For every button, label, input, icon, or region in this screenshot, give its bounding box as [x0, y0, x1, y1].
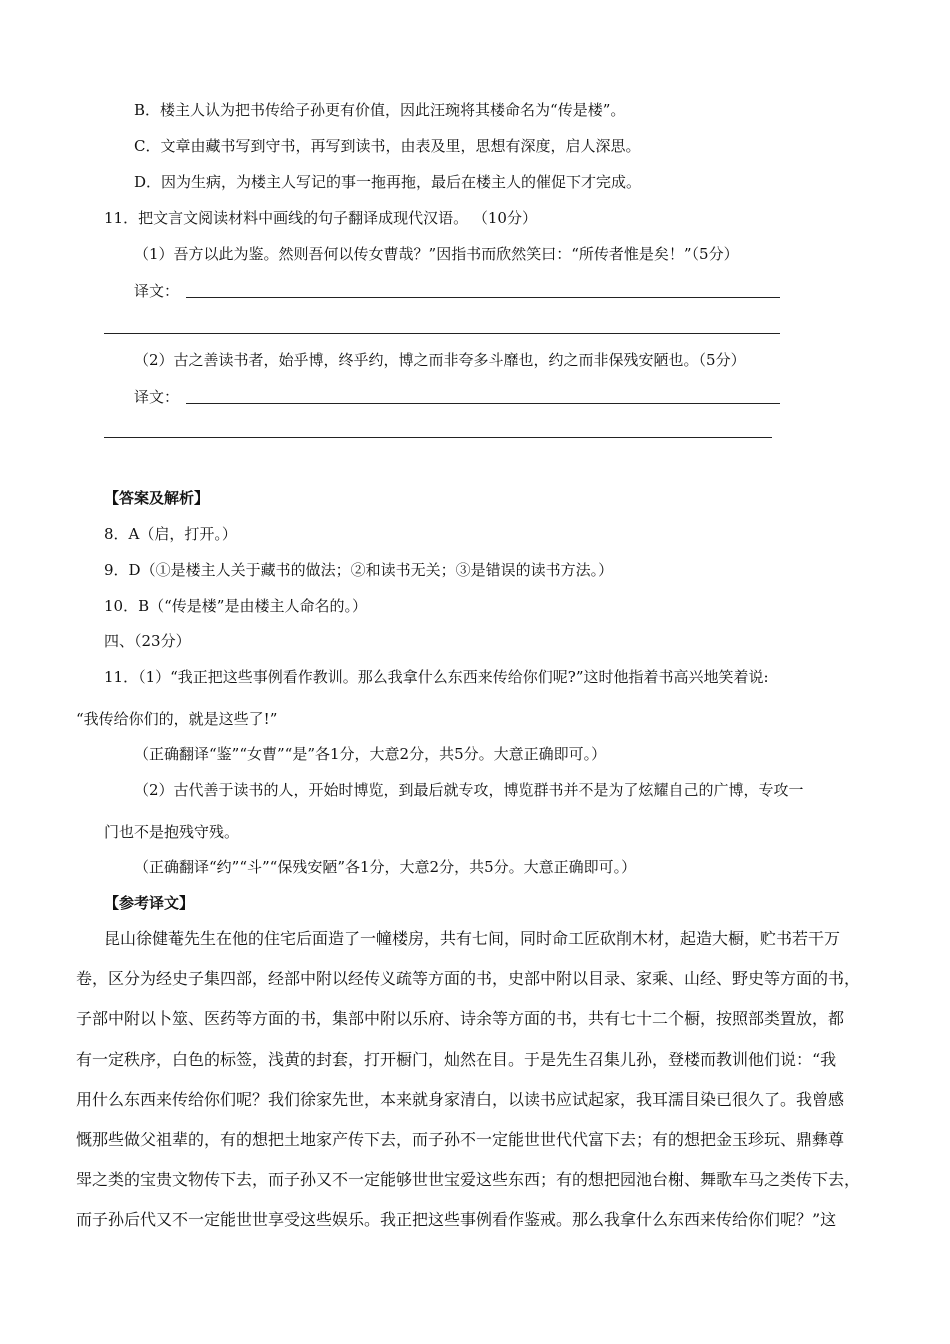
q11-part2-answer-line-1 — [186, 403, 780, 404]
answer-11-1-line-2: “我传给你们的，就是这些了!” — [76, 710, 278, 728]
q11-part1-answer-line-1 — [186, 297, 780, 298]
translation-heading: 【参考译文】 — [104, 894, 195, 912]
q11-part2-answer-line-2 — [104, 437, 772, 438]
q11-part1-answer-prompt: 译文： — [134, 282, 180, 300]
q11-part2: （2）古之善读书者，始乎博，终乎约，博之而非夸多斗靡也，约之而非保残安陋也。（5分） — [134, 351, 746, 369]
q11-stem: 11．把文言文阅读材料中画线的句子翻译成现代汉语。 （10分） — [104, 209, 537, 227]
section-4-heading: 四、（23分） — [104, 632, 191, 650]
q11-part1-answer-line-2 — [104, 333, 780, 334]
answer-11-2-line-1: （2）古代善于读书的人，开始时博览，到最后就专攻，博览群书并不是为了炫耀自己的广博，专攻一 — [134, 781, 804, 799]
answer-9: 9．D（①是楼主人关于藏书的做法；②和读书无关；③是错误的读书方法。） — [104, 561, 614, 579]
q11-part2-answer-prompt: 译文： — [134, 388, 180, 406]
q10-option-b: B．楼主人认为把书传给子孙更有价值，因此汪琬将其楼命名为“传是楼”。 — [134, 101, 626, 119]
translation-line: 而子孙后代又不一定能世世享受这些娱乐。我正把这些事例看作鉴戒。那么我拿什么东西来传给你们呢？”这 — [76, 1210, 837, 1229]
translation-line: 慨那些做父祖辈的，有的想把土地家产传下去，而子孙不一定能世世代代富下去；有的想把金玉珍玩、鼎彝尊 — [76, 1130, 845, 1149]
answers-heading: 【答案及解析】 — [104, 489, 210, 507]
translation-line: 卷，区分为经史子集四部，经部中附以经传义疏等方面的书，史部中附以目录、家乘、山经、野史等方面的书， — [76, 969, 861, 988]
answer-11-2-note: （正确翻译“约”“斗”“保残安陋”各1分，大意2分，共5分。大意正确即可。） — [134, 858, 637, 876]
translation-line: 子部中附以卜筮、医药等方面的书，集部中附以乐府、诗余等方面的书，共有七十二个橱，按照部类置放，都 — [76, 1009, 845, 1028]
q10-option-c: C．文章由藏书写到守书，再写到读书，由表及里，思想有深度，启人深思。 — [134, 137, 641, 155]
answer-11-2-line-2: 门也不是抱残守残。 — [104, 823, 240, 841]
q10-option-d: D．因为生病，为楼主人写记的事一拖再拖，最后在楼主人的催促下才完成。 — [134, 173, 642, 191]
answer-11-1-note: （正确翻译“鉴”“女曹”“是”各1分，大意2分，共5分。大意正确即可。） — [134, 745, 607, 763]
translation-line: 有一定秩序，白色的标签，浅黄的封套，打开橱门，灿然在目。于是先生召集儿孙，登楼而教训他们说：“我 — [76, 1050, 837, 1069]
answer-10: 10．B（“传是楼”是由楼主人命名的。） — [104, 597, 367, 615]
answer-8: 8．A（启，打开。） — [104, 525, 237, 543]
translation-line: 斝之类的宝贵文物传下去，而子孙又不一定能够世世宝爱这些东西；有的想把园池台榭、舞歌车马之类传下去， — [76, 1170, 861, 1189]
translation-line: 昆山徐健菴先生在他的住宅后面造了一幢楼房，共有七间，同时命工匠砍削木材，起造大橱，贮书若干万 — [104, 929, 841, 948]
translation-line: 用什么东西来传给你们呢？我们徐家先世，本来就身家清白，以读书应试起家，我耳濡目染已很久了。我曾感 — [76, 1090, 845, 1109]
answer-11-1-line-1: 11．（1）“我正把这些事例看作教训。那么我拿什么东西来传给你们呢?”这时他指着书高兴地笑着说: — [104, 668, 769, 686]
q11-part1: （1）吾方以此为鉴。然则吾何以传女曹哉？”因指书而欣然笑曰：“所传者惟是矣！”（5分） — [134, 245, 739, 263]
